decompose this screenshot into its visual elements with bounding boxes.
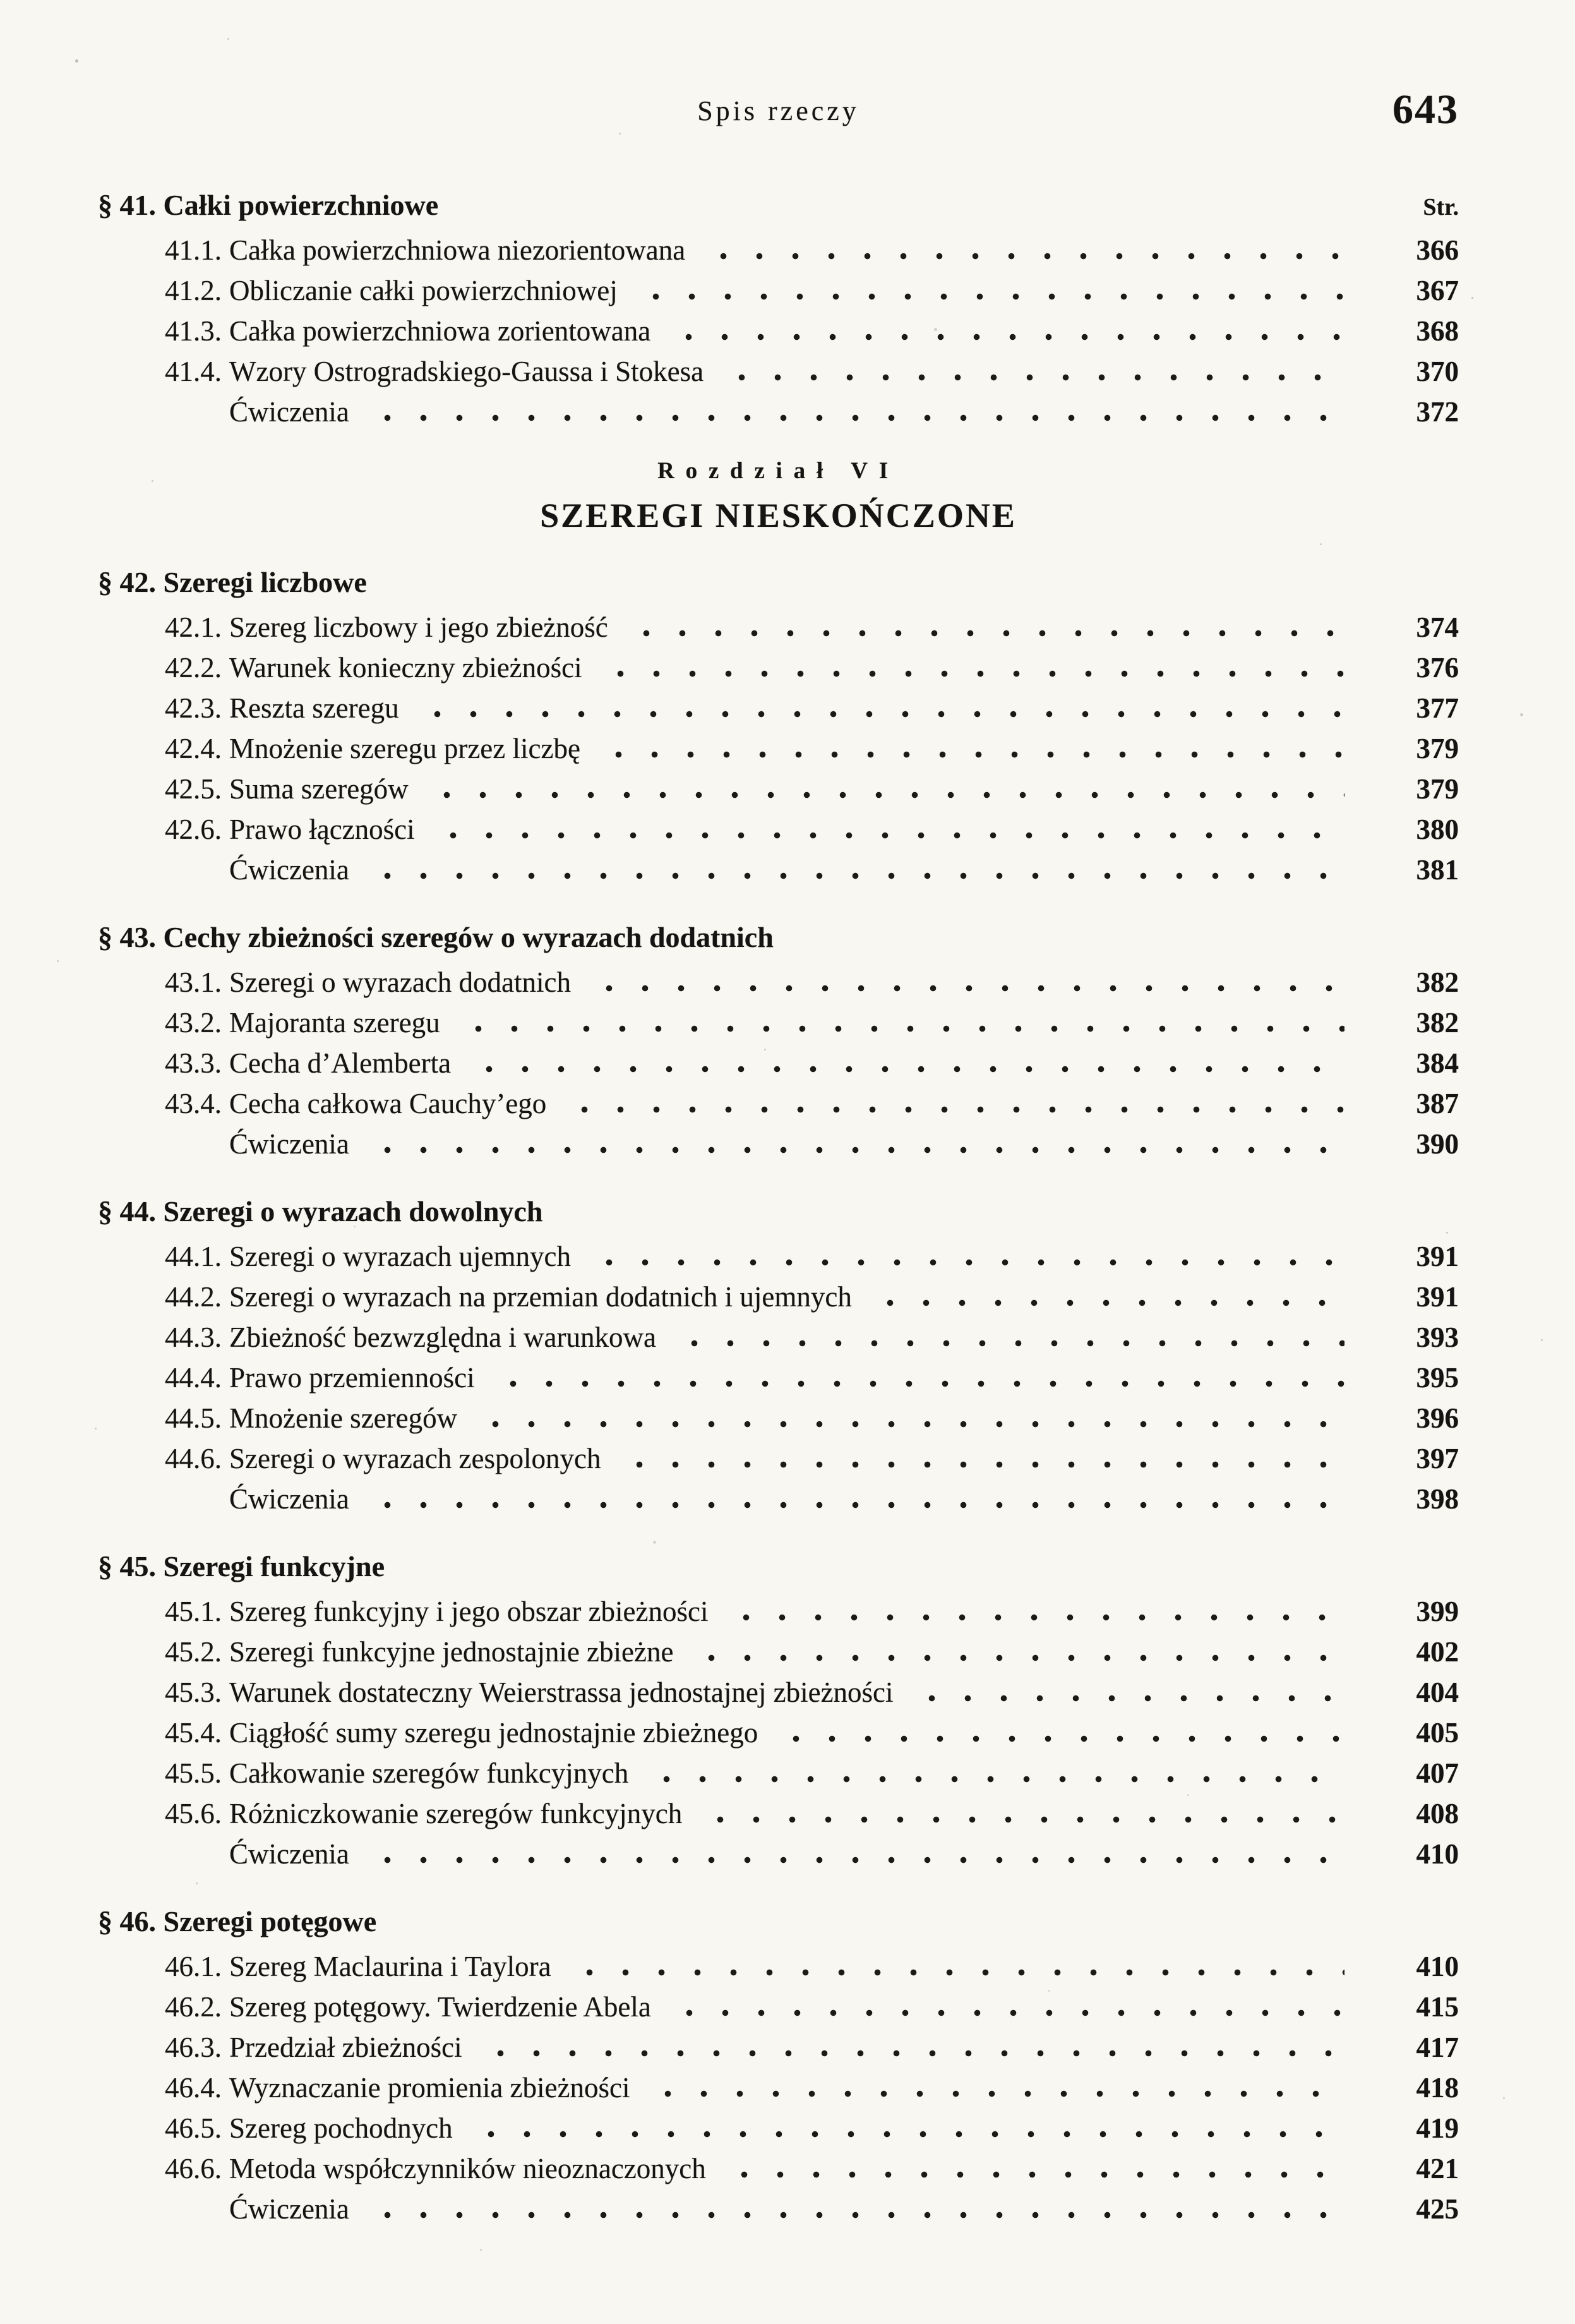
toc-entry: [98, 1438, 1459, 1479]
toc-entry: [98, 607, 1459, 647]
entry-page: 391: [1416, 1241, 1459, 1272]
entry-page: 391: [1416, 1281, 1459, 1313]
toc-body: [98, 187, 1459, 2229]
section-heading-row: [98, 1903, 1459, 1940]
section-heading: § 42. Szeregi liczbowe: [98, 566, 367, 598]
dot-leader: [369, 872, 1344, 879]
entry-page: 393: [1416, 1322, 1459, 1353]
toc-entry: [98, 1083, 1459, 1124]
entry-number: 45.5.: [165, 1757, 222, 1789]
entry-title: Całkowanie szeregów funkcyjnych: [229, 1757, 629, 1789]
entry-number: 44.5.: [165, 1402, 222, 1434]
entry-title: Mnożenie szeregów: [229, 1402, 458, 1434]
entry-page: 381: [1416, 854, 1459, 886]
entry-page: 370: [1416, 356, 1459, 387]
entry-page: 419: [1416, 2112, 1459, 2144]
section-heading-row: [98, 564, 1459, 601]
dot-leader: [369, 2212, 1344, 2219]
entry-page: 396: [1416, 1402, 1459, 1434]
toc-entry: [98, 1398, 1459, 1438]
toc-entry: [98, 647, 1459, 688]
page-content: [98, 87, 1459, 2229]
entry-number: 44.2.: [165, 1281, 222, 1313]
entry-number: 46.2.: [165, 1991, 222, 2023]
entry-title: Szeregi o wyrazach na przemian dodatnich i ujemnych: [229, 1281, 852, 1313]
dot-leader: [649, 1776, 1344, 1783]
toc-entry: [98, 769, 1459, 809]
entry-page: 382: [1416, 1007, 1459, 1039]
entry-title: Mnożenie szeregu przez liczbę: [229, 733, 580, 764]
dot-leader: [482, 2050, 1344, 2057]
toc-entry: [98, 1672, 1459, 1713]
dot-leader: [460, 1025, 1344, 1032]
entry-page: 377: [1416, 692, 1459, 724]
toc-entry: [98, 728, 1459, 769]
entry-title: Całka powierzchniowa niezorientowana: [229, 234, 686, 266]
section-heading: § 44. Szeregi o wyrazach dowolnych: [98, 1195, 543, 1227]
toc-entry: [98, 1043, 1459, 1083]
toc-entry: [98, 1124, 1459, 1164]
entry-page: 380: [1416, 814, 1459, 845]
entry-number: 42.3.: [165, 692, 222, 724]
entry-page: 366: [1416, 234, 1459, 266]
entry-number: 45.4.: [165, 1717, 222, 1749]
dot-leader: [369, 1147, 1344, 1153]
dot-leader: [671, 2009, 1344, 2016]
entry-title: Ćwiczenia: [229, 2193, 349, 2225]
chapter-divider: [98, 457, 1459, 535]
entry-page: 395: [1416, 1362, 1459, 1394]
dot-leader: [429, 792, 1344, 798]
dot-leader: [872, 1299, 1344, 1306]
section-heading: § 46. Szeregi potęgowe: [98, 1905, 377, 1937]
toc-entry: [98, 2068, 1459, 2108]
dot-leader: [724, 374, 1344, 381]
entry-page: 425: [1416, 2193, 1459, 2225]
dot-leader: [495, 1380, 1344, 1387]
section-heading: § 43. Cechy zbieżności szeregów o wyrazach dodatnich: [98, 921, 774, 953]
toc-entry: [98, 1236, 1459, 1277]
dot-leader: [369, 1502, 1344, 1508]
dot-leader: [650, 2090, 1344, 2097]
entry-page: 372: [1416, 396, 1459, 428]
entry-page: 387: [1416, 1088, 1459, 1119]
entry-title: Szereg Maclaurina i Taylora: [229, 1951, 551, 1982]
toc-entry: [98, 311, 1459, 351]
entry-number: 45.3.: [165, 1677, 222, 1708]
entry-title: Ciągłość sumy szeregu jednostajnie zbieżnego: [229, 1717, 758, 1749]
entry-number: 43.1.: [165, 966, 222, 998]
entry-number: 45.1.: [165, 1596, 222, 1627]
entry-title: Przedział zbieżności: [229, 2032, 462, 2063]
entry-title: Szereg pochodnych: [229, 2112, 453, 2144]
dot-leader: [602, 670, 1344, 677]
toc-entry: [98, 1591, 1459, 1632]
dot-leader: [638, 293, 1344, 300]
entry-number: 46.6.: [165, 2153, 222, 2184]
chapter-kicker: Rozdział VI: [657, 458, 899, 484]
entry-number: 46.3.: [165, 2032, 222, 2063]
entry-page: 379: [1416, 773, 1459, 805]
entry-page: 367: [1416, 275, 1459, 306]
entry-title: Ćwiczenia: [229, 396, 349, 428]
entry-number: 41.4.: [165, 356, 222, 387]
page-header: [98, 87, 1459, 158]
toc-entry: [98, 1946, 1459, 1987]
dot-leader: [778, 1735, 1344, 1742]
toc-entry: [98, 850, 1459, 890]
entry-title: Ćwiczenia: [229, 1128, 349, 1160]
toc-entry: [98, 1713, 1459, 1753]
toc-entry: [98, 1479, 1459, 1519]
dot-leader: [419, 711, 1344, 718]
dot-leader: [628, 630, 1344, 637]
entry-title: Wzory Ostrogradskiego-Gaussa i Stokesa: [229, 356, 704, 387]
dot-leader: [591, 985, 1344, 992]
running-title: Spis rzeczy: [697, 95, 859, 126]
entry-number: 44.4.: [165, 1362, 222, 1394]
entry-page: 368: [1416, 315, 1459, 347]
entry-title: Obliczanie całki powierzchniowej: [229, 275, 618, 306]
entry-title: Prawo łączności: [229, 814, 415, 845]
dot-leader: [471, 1066, 1344, 1073]
dot-leader: [705, 253, 1344, 260]
entry-number: 42.4.: [165, 733, 222, 764]
section-heading-row: [98, 1548, 1459, 1585]
entry-number: 42.2.: [165, 652, 222, 683]
dot-leader: [601, 751, 1344, 758]
entry-page: 374: [1416, 611, 1459, 643]
entry-page: 418: [1416, 2072, 1459, 2104]
entry-title: Szeregi o wyrazach zespolonych: [229, 1443, 601, 1474]
entry-title: Szeregi funkcyjne jednostajnie zbieżne: [229, 1636, 674, 1668]
toc-entry: [98, 1632, 1459, 1672]
entry-page: 384: [1416, 1047, 1459, 1079]
toc-entry: [98, 962, 1459, 1002]
dot-leader: [473, 2131, 1344, 2138]
entry-title: Ćwiczenia: [229, 854, 349, 886]
toc-entry: [98, 2108, 1459, 2148]
entry-number: 42.5.: [165, 773, 222, 805]
entry-number: 41.1.: [165, 234, 222, 266]
entry-number: 41.3.: [165, 315, 222, 347]
entry-title: Wyznaczanie promienia zbieżności: [229, 2072, 630, 2104]
entry-page: 397: [1416, 1443, 1459, 1474]
toc-entry: [98, 351, 1459, 392]
entry-number: 46.4.: [165, 2072, 222, 2104]
toc-entry: [98, 1834, 1459, 1874]
entry-title: Szereg potęgowy. Twierdzenie Abela: [229, 1991, 651, 2023]
entry-page: 417: [1416, 2032, 1459, 2063]
entry-title: Cecha całkowa Cauchy’ego: [229, 1088, 547, 1119]
entry-number: 46.5.: [165, 2112, 222, 2144]
entry-title: Szereg funkcyjny i jego obszar zbieżności: [229, 1596, 709, 1627]
toc-entry: [98, 1987, 1459, 2027]
entry-page: 410: [1416, 1951, 1459, 1982]
toc-entry: [98, 1358, 1459, 1398]
toc-entry: [98, 270, 1459, 311]
entry-title: Majoranta szeregu: [229, 1007, 440, 1039]
entry-title: Metoda współczynników nieoznaczonych: [229, 2153, 706, 2184]
dot-leader: [676, 1340, 1344, 1347]
entry-title: Zbieżność bezwzględna i warunkowa: [229, 1322, 656, 1353]
toc-entry: [98, 2148, 1459, 2189]
entry-title: Całka powierzchniowa zorientowana: [229, 315, 651, 347]
toc-entry: [98, 1277, 1459, 1317]
section-heading: § 45. Szeregi funkcyjne: [98, 1550, 385, 1582]
dot-leader: [566, 1106, 1344, 1113]
entry-title: Reszta szeregu: [229, 692, 399, 724]
entry-page: 404: [1416, 1677, 1459, 1708]
toc-entry: [98, 688, 1459, 728]
entry-page: 405: [1416, 1717, 1459, 1749]
entry-number: 45.2.: [165, 1636, 222, 1668]
section-heading-row: [98, 187, 1459, 224]
entry-title: Ćwiczenia: [229, 1483, 349, 1515]
section-heading-row: [98, 1193, 1459, 1230]
dot-leader: [369, 414, 1344, 421]
entry-title: Różniczkowanie szeregów funkcyjnych: [229, 1798, 683, 1829]
entry-page: 410: [1416, 1838, 1459, 1870]
entry-title: Szeregi o wyrazach ujemnych: [229, 1241, 572, 1272]
entry-page: 399: [1416, 1596, 1459, 1627]
dot-leader: [726, 2171, 1344, 2178]
entry-page: 421: [1416, 2153, 1459, 2184]
dot-leader: [572, 1969, 1344, 1976]
entry-title: Warunek konieczny zbieżności: [229, 652, 582, 683]
entry-title: Szereg liczbowy i jego zbieżność: [229, 611, 608, 643]
entry-title: Ćwiczenia: [229, 1838, 349, 1870]
entry-page: 390: [1416, 1128, 1459, 1160]
entry-number: 44.6.: [165, 1443, 222, 1474]
entry-page: 415: [1416, 1991, 1459, 2023]
toc-entry: [98, 2189, 1459, 2229]
dot-leader: [369, 1857, 1344, 1863]
dot-leader: [477, 1421, 1344, 1428]
entry-number: 44.3.: [165, 1322, 222, 1353]
dot-leader: [621, 1461, 1345, 1468]
dot-leader: [671, 334, 1344, 340]
entry-title: Prawo przemienności: [229, 1362, 475, 1394]
toc-entry: [98, 1793, 1459, 1834]
entry-title: Warunek dostateczny Weierstrassa jednostajnej zbieżności: [229, 1677, 894, 1708]
entry-page: 379: [1416, 733, 1459, 764]
entry-number: 45.6.: [165, 1798, 222, 1829]
dot-leader: [702, 1816, 1344, 1823]
section-heading-row: [98, 919, 1459, 956]
section-heading: § 41. Całki powierzchniowe: [98, 189, 439, 221]
entry-number: 42.6.: [165, 814, 222, 845]
entry-number: 42.1.: [165, 611, 222, 643]
dot-leader: [693, 1654, 1344, 1661]
entry-page: 398: [1416, 1483, 1459, 1515]
entry-number: 41.2.: [165, 275, 222, 306]
entry-number: 43.3.: [165, 1047, 222, 1079]
entry-number: 43.2.: [165, 1007, 222, 1039]
entry-page: 402: [1416, 1636, 1459, 1668]
toc-entry: [98, 1317, 1459, 1358]
toc-entry: [98, 2027, 1459, 2068]
entry-title: Cecha d’Alemberta: [229, 1047, 452, 1079]
toc-entry: [98, 230, 1459, 270]
entry-page: 407: [1416, 1757, 1459, 1789]
chapter-title: SZEREGI NIESKOŃCZONE: [540, 497, 1017, 534]
entry-number: 43.4.: [165, 1088, 222, 1119]
entry-title: Suma szeregów: [229, 773, 409, 805]
dot-leader: [435, 832, 1344, 839]
entry-page: 376: [1416, 652, 1459, 683]
page-number: 643: [1392, 87, 1459, 133]
entry-page: 382: [1416, 966, 1459, 998]
entry-number: 44.1.: [165, 1241, 222, 1272]
entry-number: 46.1.: [165, 1951, 222, 1982]
dot-leader: [591, 1259, 1344, 1266]
toc-entry: [98, 1753, 1459, 1793]
page-column-label: Str.: [1423, 194, 1459, 220]
toc-entry: [98, 809, 1459, 850]
dot-leader: [728, 1614, 1344, 1621]
toc-entry: [98, 392, 1459, 432]
entry-title: Szeregi o wyrazach dodatnich: [229, 966, 572, 998]
dot-leader: [914, 1695, 1344, 1702]
toc-entry: [98, 1002, 1459, 1043]
entry-page: 408: [1416, 1798, 1459, 1829]
